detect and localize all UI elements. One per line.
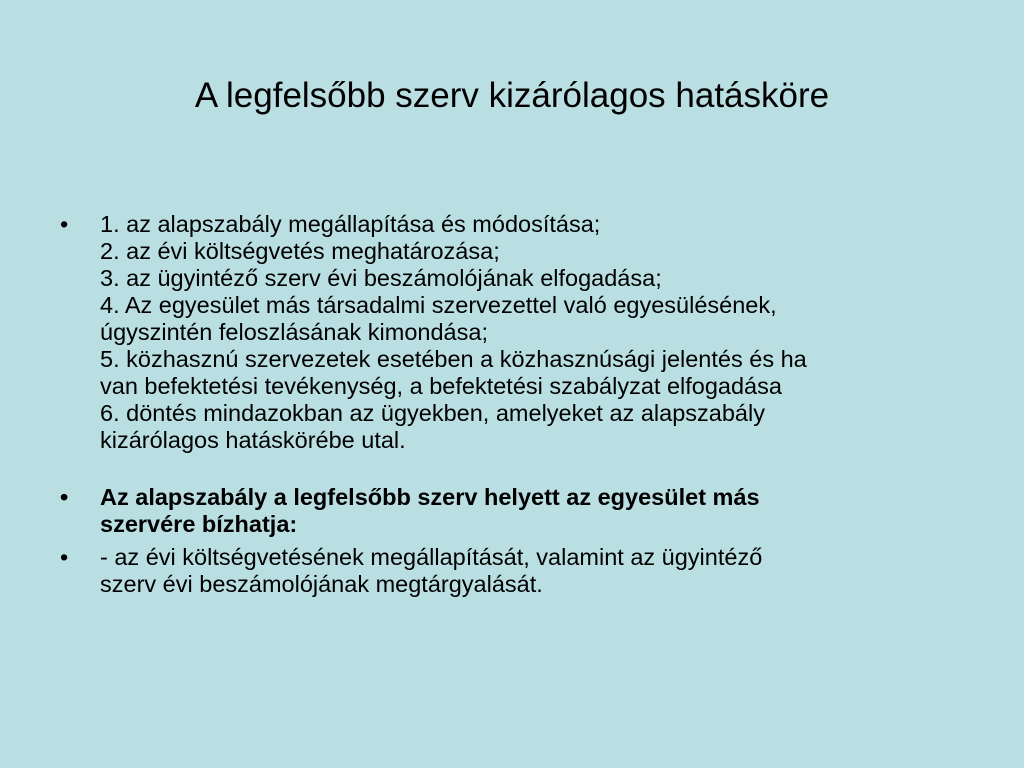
bullet-line: szervére bízhatja: xyxy=(100,511,298,537)
bullet-line: szerv évi beszámolójának megtárgyalását. xyxy=(100,571,543,597)
slide-title: A legfelsőbb szerv kizárólagos hatásköre xyxy=(194,76,830,115)
bullet-line: 6. döntés mindazokban az ügyekben, amelyeket az alapszabály xyxy=(100,400,765,426)
bullet-line: úgyszintén feloszlásának kimondása; xyxy=(100,319,488,345)
bullet-line: kizárólagos hatáskörébe utal. xyxy=(100,427,406,453)
bullet-line: 4. Az egyesület más társadalmi szervezettel való egyesülésének, xyxy=(100,292,777,318)
bullet-dot: • xyxy=(60,211,69,237)
bullet-list xyxy=(60,211,970,598)
bullet-line: 2. az évi költségvetés meghatározása; xyxy=(100,238,500,264)
bullet-line: 5. közhasznú szervezetek esetében a közhasznúsági jelentés és ha xyxy=(100,346,807,372)
bullet-line: 3. az ügyintéző szerv évi beszámolójának elfogadása; xyxy=(100,265,662,291)
bullet-line: - az évi költségvetésének megállapítását, valamint az ügyintéző xyxy=(100,544,763,570)
bullet-dot: • xyxy=(60,544,69,570)
bullet-line: Az alapszabály a legfelsőbb szerv helyett az egyesület más xyxy=(100,484,760,510)
bullet-item-delegated-duties xyxy=(60,544,970,598)
bullet-line: 1. az alapszabály megállapítása és módosítása; xyxy=(100,211,601,237)
bullet-item-duties xyxy=(60,211,970,454)
bullet-item-delegation xyxy=(60,484,970,538)
bullet-dot: • xyxy=(60,484,69,510)
bullet-line: van befektetési tevékenység, a befektetési szabályzat elfogadása xyxy=(100,373,782,399)
